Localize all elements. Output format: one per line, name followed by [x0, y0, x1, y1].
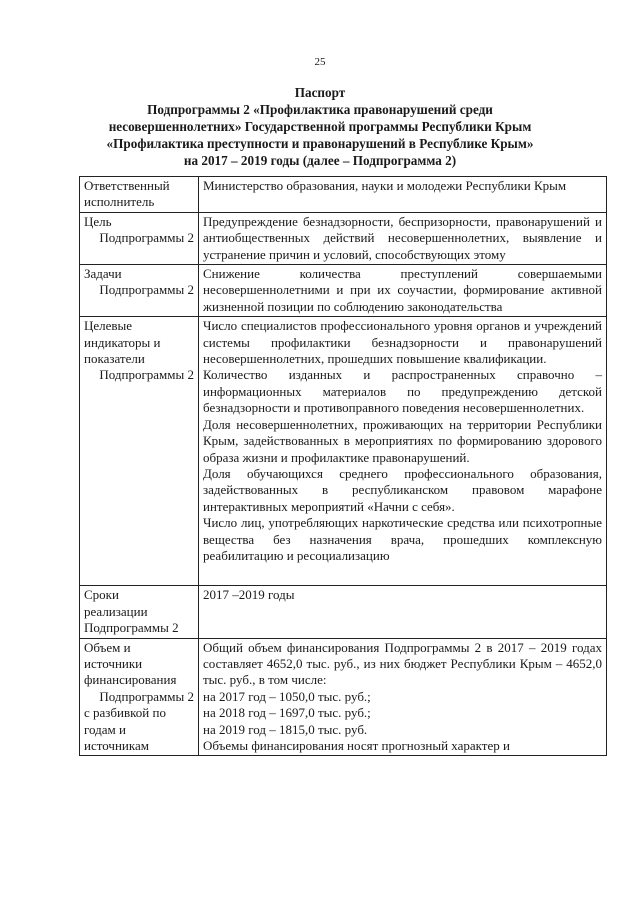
row-label	[80, 638, 199, 756]
content-paragraph: на 2018 год – 1697,0 тыс. руб.;	[203, 705, 371, 721]
row-label-line: источникам	[84, 738, 149, 753]
content-paragraph: 2017 –2019 годы	[203, 587, 295, 603]
row-content	[199, 265, 607, 317]
page-number: 25	[314, 56, 326, 68]
heading-line: «Профилактика преступности и правонарушений в Республике Крым»	[106, 136, 534, 151]
table-row	[80, 317, 607, 586]
content-paragraph: Количество изданных и распространенных справочно – информационных материалов по предупреждению детской безнадзорности и противоправного поведения несовершеннолетних.	[203, 367, 602, 416]
content-paragraph: Доля обучающихся среднего профессионального образования, задействованных в республиканском правовом марафоне интерактивных мероприятий «Начни с себя».	[203, 465, 602, 514]
document-heading	[40, 84, 600, 169]
row-label-line: Подпрограммы 2	[99, 367, 194, 383]
heading-line: Подпрограммы 2 «Профилактика правонарушений среди	[147, 102, 493, 117]
row-label-line: Объем и	[84, 639, 131, 655]
row-label	[80, 177, 199, 213]
row-label-line: источники	[84, 655, 143, 671]
content-paragraph: на 2017 год – 1050,0 тыс. руб.;	[203, 688, 371, 704]
cell-spacer	[203, 564, 602, 584]
row-label-line: с разбивкой по	[84, 705, 166, 721]
row-label-line: индикаторы и	[84, 334, 161, 350]
content-paragraph: Снижение количества преступлений совершаемыми несовершеннолетними и при их соучастии, формирование активной жизненной позиции по соблюдению законодательства	[203, 266, 602, 314]
content-paragraph: Число лиц, употребляющих наркотические средства или психотропные вещества без назначения врача, прошедших комплексную реабилитацию и ресоциализацию	[203, 515, 602, 563]
row-label-line: Целевые	[84, 318, 133, 334]
row-label	[80, 212, 199, 264]
table-row	[80, 212, 607, 264]
row-label-line: Задачи	[84, 266, 122, 282]
row-content	[199, 638, 607, 756]
content-paragraph: на 2019 год – 1815,0 тыс. руб.	[203, 721, 368, 737]
content-paragraph: Объемы финансирования носят прогнозный характер и	[203, 738, 510, 753]
row-label-line: исполнитель	[84, 194, 155, 210]
heading-line: несовершеннолетних» Государственной программы Республики Крым	[108, 119, 532, 134]
row-content	[199, 317, 607, 586]
row-content	[199, 212, 607, 264]
row-label-line: Подпрограммы 2	[84, 620, 179, 636]
row-label	[80, 265, 199, 317]
row-label-line: Сроки	[84, 587, 119, 603]
heading-title: Паспорт	[294, 85, 346, 100]
row-label-line: Подпрограммы 2	[99, 688, 194, 704]
row-label-line: Подпрограммы 2	[99, 282, 194, 298]
row-label-line: годам и	[84, 721, 126, 737]
table-row	[80, 638, 607, 756]
row-label-line: Ответственный	[84, 178, 170, 193]
table-row	[80, 265, 607, 317]
row-label-line: реализации	[84, 603, 148, 619]
row-label-line: Подпрограммы 2	[99, 230, 194, 246]
content-paragraph: Доля несовершеннолетних, проживающих на территории Республики Крым, задействованных в мероприятиях по формированию здорового образа жизни и профилактике правонарушений.	[203, 416, 602, 465]
table-row	[80, 586, 607, 638]
row-content	[199, 586, 607, 638]
content-paragraph: Число специалистов профессионального уровня органов и учреждений системы профилактики безнадзорности и правонарушений несовершеннолетних, прошедших повышение квалификации.	[203, 318, 602, 367]
content-paragraph: Предупреждение безнадзорности, беспризорности, правонарушений и антиобщественных действий несовершеннолетних, выявление и устранение причин и условий, способствующих этому	[203, 213, 602, 262]
passport-table	[79, 176, 607, 756]
row-label-line: Цель	[84, 213, 112, 229]
row-label-line: показатели	[84, 351, 145, 367]
row-label	[80, 317, 199, 586]
content-paragraph: Министерство образования, науки и молодежи Республики Крым	[203, 178, 567, 193]
content-paragraph: Общий объем финансирования Подпрограммы 2 в 2017 – 2019 годах составляет 4652,0 тыс. руб., из них бюджет Республики Крым – 4652,0 тыс. руб., в том числе:	[203, 639, 602, 688]
row-label	[80, 586, 199, 638]
row-label-line: финансирования	[84, 672, 177, 688]
table-row	[80, 177, 607, 213]
heading-line: на 2017 – 2019 годы (далее – Подпрограмма 2)	[183, 153, 457, 168]
row-content	[199, 177, 607, 213]
